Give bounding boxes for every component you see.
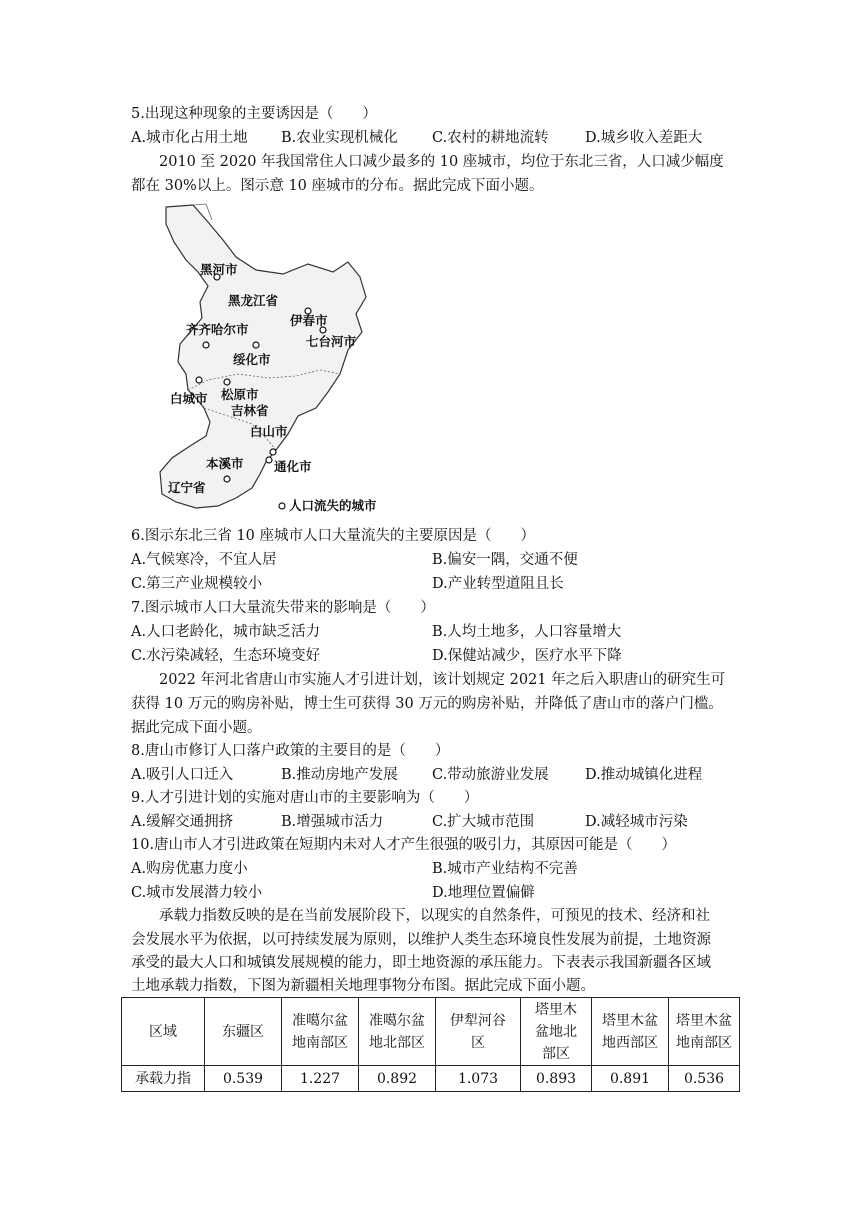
q9-stem: 9.人才引进计划的实施对唐山市的主要影响为（ ）	[131, 790, 479, 806]
city-suihua-marker	[253, 342, 259, 348]
intro2-line2: 获得 10 万元的购房补贴，博士生可获得 30 万元的购房补贴，并降低了唐山市的落户门槛。	[131, 696, 723, 712]
legend-marker	[279, 503, 285, 509]
city-songyuan-marker	[224, 379, 230, 385]
q10-option-d: D.地理位置偏僻	[432, 885, 535, 901]
q8-option-d: D.推动城镇化进程	[585, 767, 703, 783]
table-row	[122, 1066, 740, 1092]
intro1-line2: 都在 30%以上。图示意 10 座城市的分布。据此完成下面小题。	[131, 178, 544, 194]
q8-option-c: C.带动旅游业发展	[432, 767, 549, 783]
q5-stem: 5.出现这种现象的主要诱因是（ ）	[131, 106, 377, 122]
label-suihua: 绥化市	[233, 352, 271, 367]
header-region-cell: 塔里木盆 地西部区	[592, 998, 669, 1066]
value-cell: 1.073	[436, 1066, 521, 1092]
header-region-cell: 东疆区	[205, 998, 282, 1066]
intro1-line1: 2010 至 2020 年我国常住人口减少最多的 10 座城市，均位于东北三省，人口减少幅度	[159, 154, 724, 170]
label-benxi: 本溪市	[206, 456, 244, 471]
q6-option-a: A.气候寒冷，不宜人居	[131, 552, 277, 568]
city-baicheng-marker	[196, 377, 202, 383]
city-tonghua-marker	[266, 457, 272, 463]
intro3-line2: 会发展水平为依据，以可持续发展为原则，以维护人类生态环境良性发展为前提，土地资源	[131, 932, 711, 948]
carrying-capacity-table	[121, 997, 740, 1092]
table-header-row	[122, 998, 740, 1066]
q8-option-a: A.吸引人口迁入	[131, 767, 234, 783]
q5-option-b: B.农业实现机械化	[281, 130, 398, 146]
q6-option-b: B.偏安一隅，交通不便	[432, 552, 578, 568]
label-tonghua: 通化市	[274, 459, 312, 474]
value-cell: 0.891	[592, 1066, 669, 1092]
value-cell: 0.893	[521, 1066, 592, 1092]
q9-option-d: D.减轻城市污染	[585, 814, 688, 830]
q6-option-c: C.第三产业规模较小	[131, 576, 263, 592]
label-qitaihe: 七台河市	[306, 334, 357, 349]
intro3-line1: 承载力指数反映的是在当前发展阶段下，以现实的自然条件，可预见的技术、经济和社	[159, 908, 710, 924]
q10-option-c: C.城市发展潜力较小	[131, 885, 263, 901]
header-region-cell: 塔里木 盆地北 部区	[521, 998, 592, 1066]
label-heihe: 黑河市	[200, 262, 238, 277]
q7-option-a: A.人口老龄化，城市缺乏活力	[131, 624, 321, 640]
row-label-cell: 承载力指	[122, 1066, 205, 1092]
q7-option-d: D.保健站减少，医疗水平下降	[432, 648, 622, 664]
q8-option-b: B.推动房地产发展	[281, 767, 398, 783]
label-liaoning: 辽宁省	[168, 480, 206, 495]
value-cell: 0.536	[669, 1066, 740, 1092]
label-songyuan: 松原市	[221, 387, 259, 402]
header-region-cell: 准噶尔盆 地南部区	[282, 998, 359, 1066]
q10-option-b: B.城市产业结构不完善	[432, 861, 578, 877]
label-yichun: 伊春市	[290, 313, 328, 328]
label-baishan: 白山市	[250, 424, 288, 439]
q9-option-a: A.缓解交通拥挤	[131, 814, 234, 830]
value-cell: 1.227	[282, 1066, 359, 1092]
header-region-cell: 准噶尔盆 地北部区	[359, 998, 436, 1066]
q8-stem: 8.唐山市修订人口落户政策的主要目的是（ ）	[131, 743, 450, 759]
q9-option-c: C.扩大城市范围	[432, 814, 535, 830]
q5-option-d: D.城乡收入差距大	[585, 130, 703, 146]
intro3-line3: 承受的最大人口和城镇发展规模的能力，即土地资源的承压能力。下表表示我国新疆各区域	[131, 955, 711, 971]
q6-stem: 6.图示东北三省 10 座城市人口大量流失的主要原因是（ ）	[131, 528, 536, 544]
q7-option-c: C.水污染减轻，生态环境变好	[131, 648, 321, 664]
intro2-line1: 2022 年河北省唐山市实施人才引进计划，该计划规定 2021 年之后入职唐山的研究生可	[159, 672, 726, 688]
northeast-china-map	[148, 202, 382, 520]
q10-stem: 10.唐山市人才引进政策在短期内未对人才产生很强的吸引力，其原因可能是（ ）	[131, 837, 677, 853]
map-legend: 人口流失的城市	[289, 498, 377, 513]
label-qiqihar: 齐齐哈尔市	[186, 322, 249, 337]
value-cell: 0.539	[205, 1066, 282, 1092]
q9-option-b: B.增强城市活力	[281, 814, 384, 830]
city-baishan-marker	[270, 449, 276, 455]
q7-option-b: B.人均土地多，人口容量增大	[432, 624, 622, 640]
q10-option-a: A.购房优惠力度小	[131, 861, 248, 877]
q5-option-a: A.城市化占用土地	[131, 130, 248, 146]
label-baicheng: 白城市	[170, 391, 208, 406]
header-label-cell: 区域	[122, 998, 205, 1066]
intro3-line4: 土地承载力指数，下图为新疆相关地理事物分布图。据此完成下面小题。	[131, 978, 595, 994]
label-jilin: 吉林省	[231, 403, 269, 418]
header-region-cell: 塔里木盆 地南部区	[669, 998, 740, 1066]
q7-stem: 7.图示城市人口大量流失带来的影响是（ ）	[131, 600, 435, 616]
header-region-cell: 伊犁河谷 区	[436, 998, 521, 1066]
value-cell: 0.892	[359, 1066, 436, 1092]
intro2-line3: 据此完成下面小题。	[131, 720, 262, 736]
q6-option-d: D.产业转型道阻且长	[432, 576, 564, 592]
label-heilongjiang: 黑龙江省	[228, 293, 279, 308]
city-qiqihar-marker	[203, 342, 209, 348]
city-benxi-marker	[224, 476, 230, 482]
q5-option-c: C.农村的耕地流转	[432, 130, 549, 146]
